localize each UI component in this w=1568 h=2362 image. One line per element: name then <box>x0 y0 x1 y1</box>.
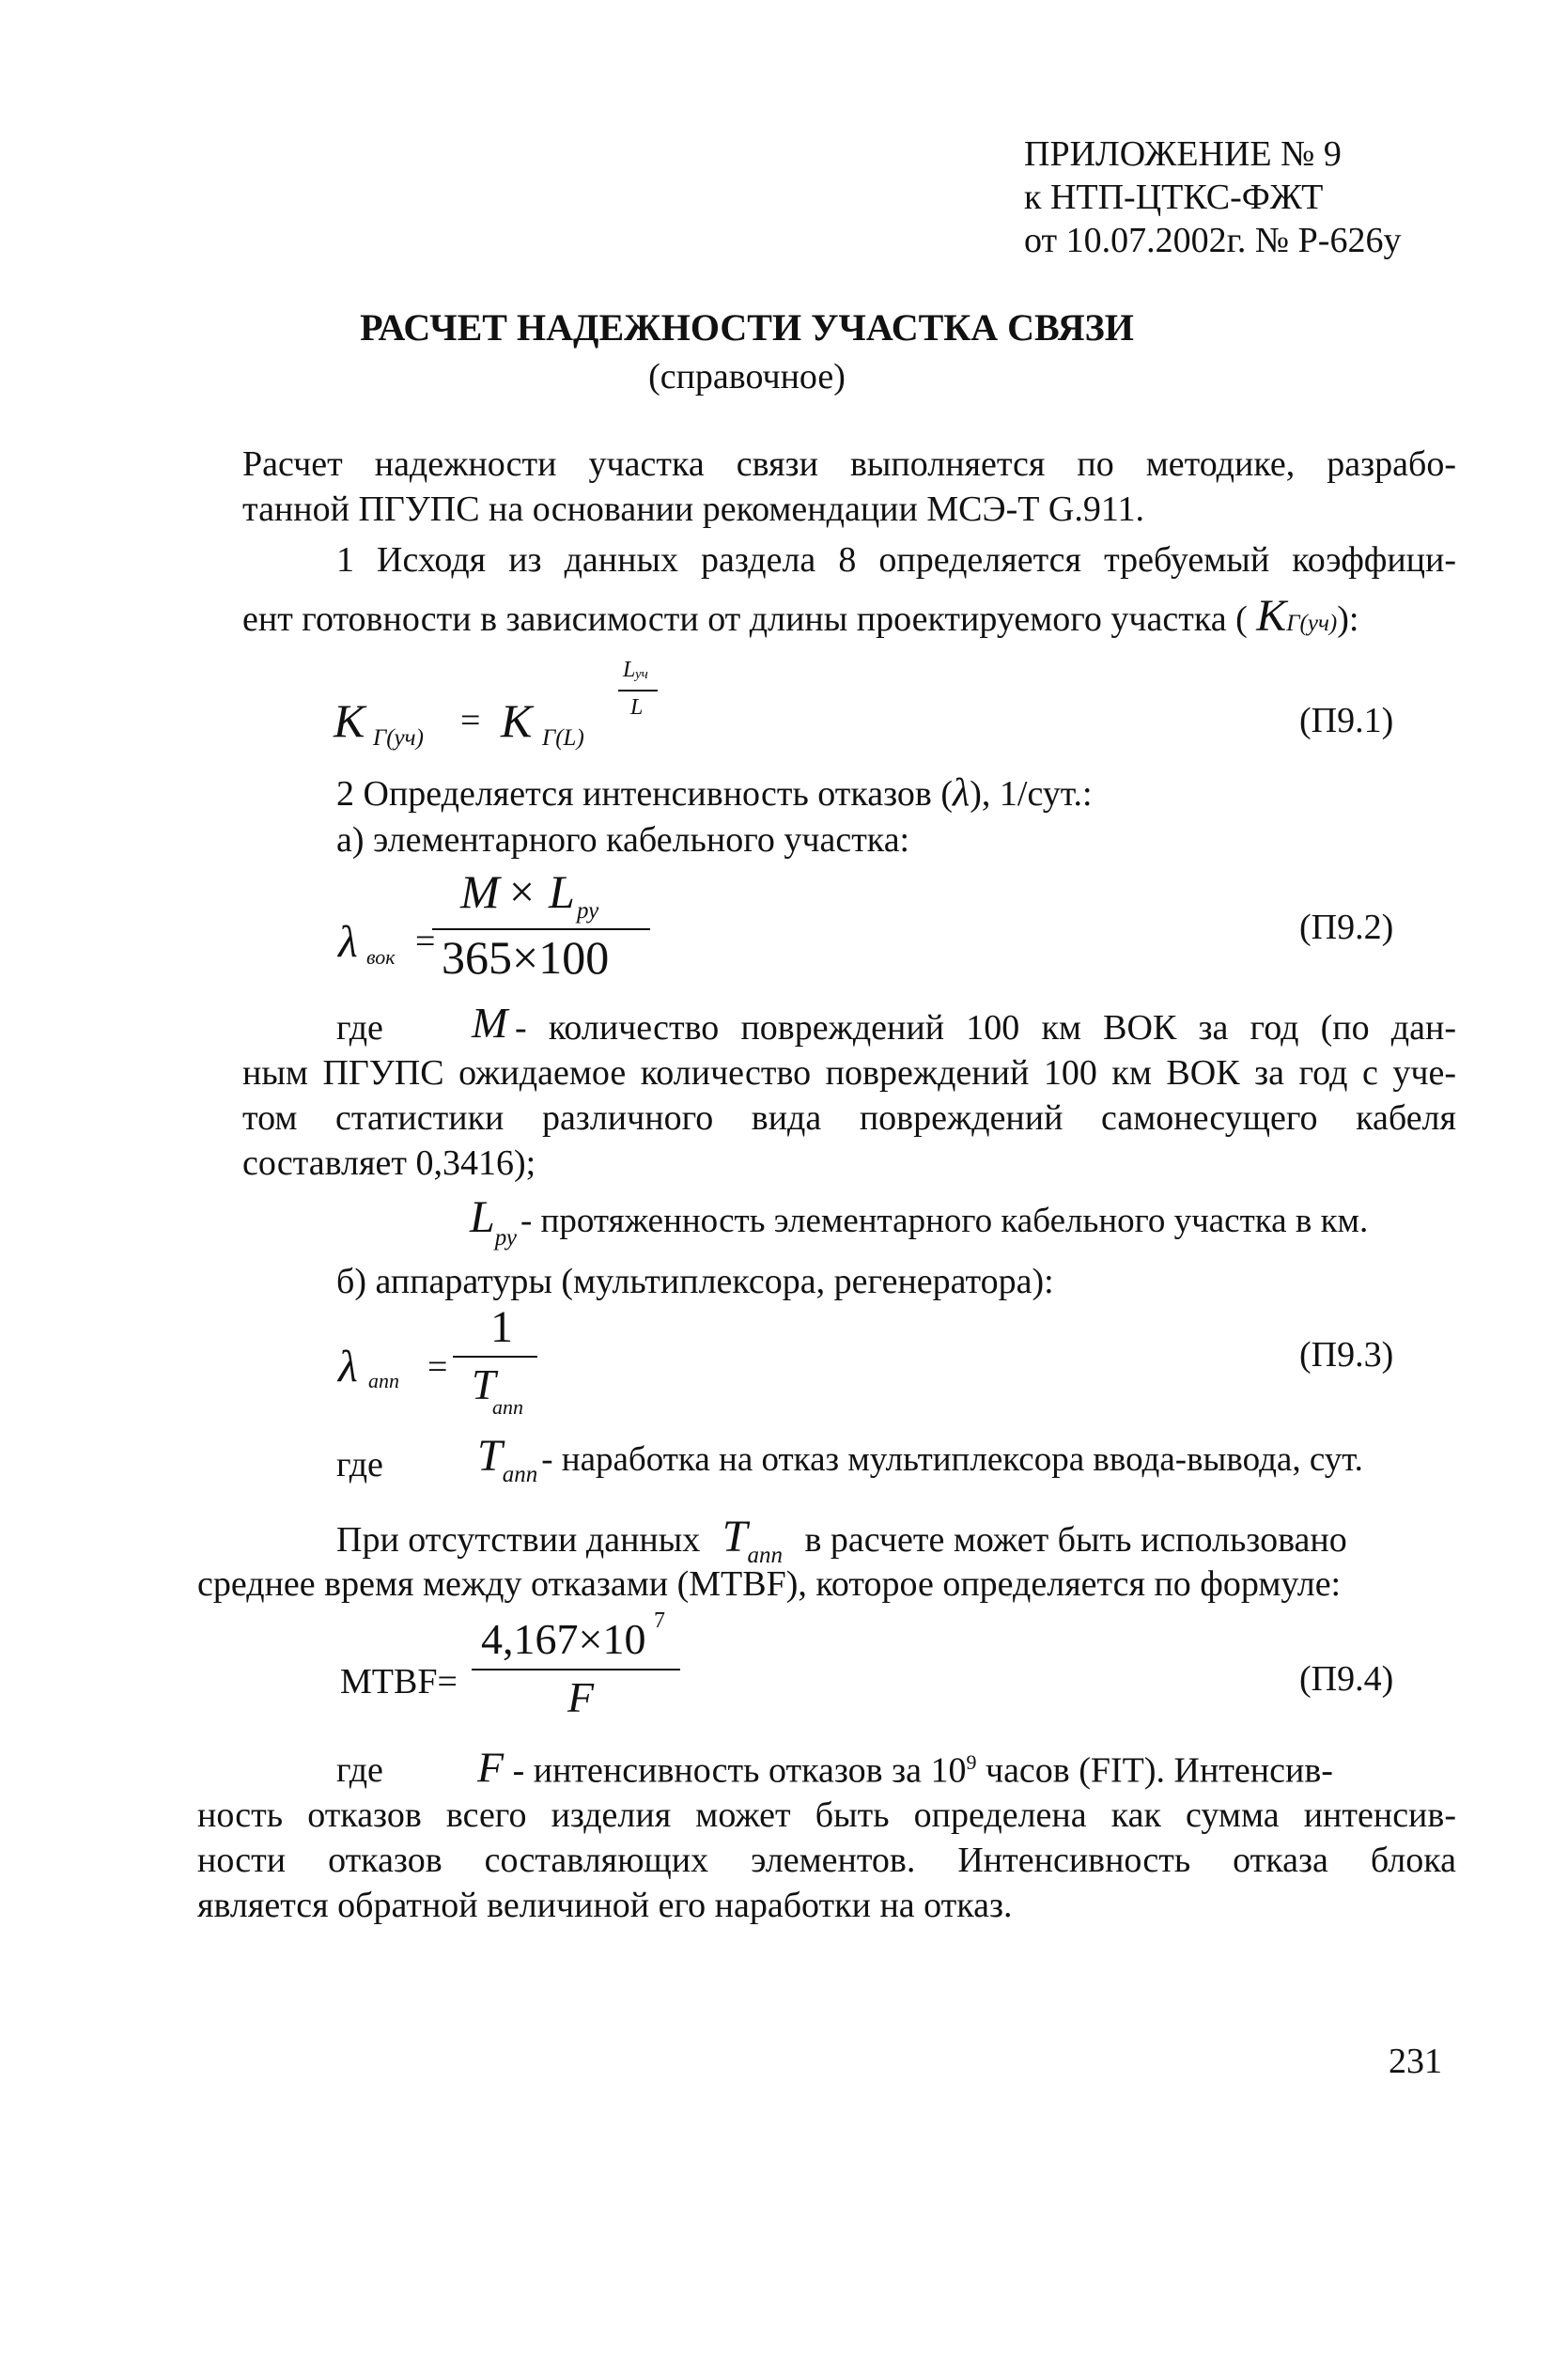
page-subtitle: (справочное) <box>648 357 846 396</box>
equation-label-p9-4: (П9.4) <box>1299 1659 1394 1699</box>
equation-label-p9-2: (П9.2) <box>1299 908 1394 947</box>
item-a: а) элементарного кабельного участка: <box>336 820 910 860</box>
where-m-line-4: составляет 0,3416); <box>242 1143 536 1183</box>
symbol-m: M <box>472 999 508 1047</box>
where-m-line-3: том статистики различного вида повреждений самонесущего кабеля <box>242 1098 1456 1138</box>
section1-line-1: 1 Исходя из данных раздела 8 определяется требуемый коэффици- <box>336 540 1456 580</box>
section2-line-1: 2 Определяется интенсивность отказов (λ), 1/сут.: <box>336 771 1093 815</box>
where-label-t: где <box>336 1445 383 1484</box>
item-b: б) аппаратуры (мультиплексора, регенератора): <box>336 1262 1054 1301</box>
equation-p9-3: λ апп = 1 T апп <box>338 1301 582 1423</box>
equation-p9-4: MTBF= 4,167×10 7 F <box>340 1614 716 1727</box>
where-m-line-1: - количество повреждений 100 км ВОК за год (по дан- <box>515 1008 1456 1048</box>
mtbf-line-1: При отсутствии данных $T_{апп}$ в расчете может быть использовано <box>336 1512 1347 1568</box>
where-label-m: где <box>336 1008 383 1048</box>
intro-line-1: Расчет надежности участка связи выполняется по методике, разрабо- <box>242 444 1456 484</box>
where-f-line-3: ности отказов составляющих элементов. Интенсивность отказа блока <box>197 1841 1456 1880</box>
equation-label-p9-3: (П9.3) <box>1299 1335 1394 1375</box>
document-reference: к НТП-ЦТКС-ФЖТ <box>1024 178 1324 217</box>
where-f-line-2: ность отказов всего изделия может быть определена как сумма интенсив- <box>197 1795 1456 1835</box>
section1-line-2: ент готовности в зависимости от длины проектируемого участка ( KГ(уч)): <box>242 591 1359 641</box>
where-label-f: где <box>336 1750 383 1790</box>
appendix-label: ПРИЛОЖЕНИЕ № 9 <box>1024 134 1342 174</box>
where-t-definition: Tапп - наработка на отказ мультиплексора ввода-вывода, сут. <box>477 1431 1363 1487</box>
mtbf-line-2: среднее время между отказами (MTBF), которое определяется по формуле: <box>197 1564 1342 1604</box>
equation-p9-2: λ вок = M × L ру 365×100 <box>338 864 676 987</box>
equation-p9-1: K Г(уч) = K Г(L) L уч L <box>334 658 709 761</box>
where-m-line-2: ным ПГУПС ожидаемое количество повреждений 100 км ВОК за год с уче- <box>242 1053 1456 1093</box>
document-date: от 10.07.2002г. № Р-626у <box>1024 221 1402 260</box>
page-title: РАСЧЕТ НАДЕЖНОСТИ УЧАСТКА СВЯЗИ <box>360 306 1134 349</box>
page-number: 231 <box>1389 2042 1442 2081</box>
where-f-line-4: является обратной величиной его наработки на отказ. <box>197 1886 1013 1925</box>
equation-label-p9-1: (П9.1) <box>1299 701 1394 740</box>
where-l-definition: Lру - протяженность элементарного кабельного участка в км. <box>470 1192 1369 1251</box>
where-f-line-1: F - интенсивность отказов за $10^9$ часов (FIT). Интенсив- <box>477 1743 1333 1792</box>
intro-line-2: танной ПГУПС на основании рекомендации МСЭ-Т G.911. <box>242 489 1144 529</box>
